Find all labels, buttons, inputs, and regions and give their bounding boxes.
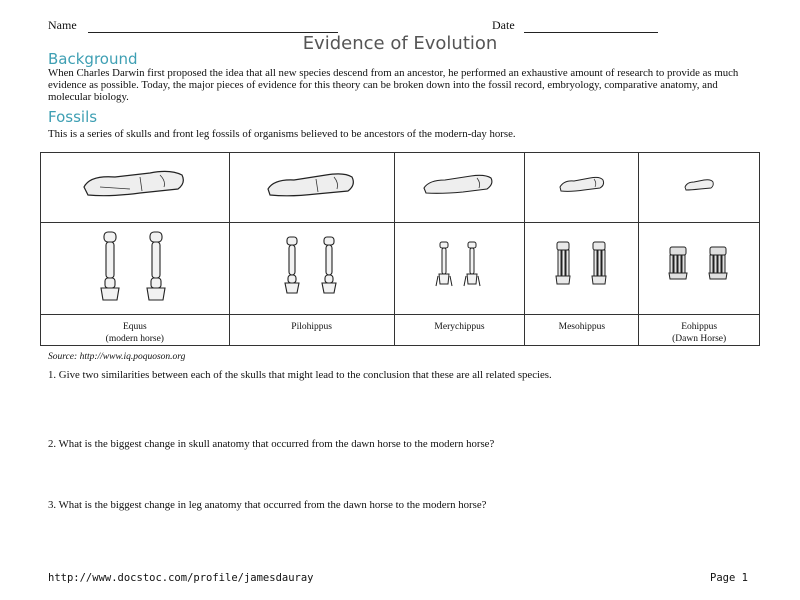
date-field[interactable]: [492, 18, 658, 33]
skull-equus-image: [80, 165, 190, 205]
leg-equus: [41, 223, 230, 315]
skull-eohippus: [639, 153, 760, 223]
skull-eohippus-image: [683, 176, 715, 194]
label-equus: [41, 315, 230, 346]
leg-equus-image: [90, 228, 180, 304]
leg-eohippus-image: [664, 243, 734, 289]
source-note: Source: http://www.iq.poquoson.org: [48, 352, 186, 362]
species-name: Merychippus: [434, 322, 485, 332]
background-text: When Charles Darwin first proposed the idea that all new species descend from an ancestor, he performed an exhaustive amount of research to provide as much evidence as possible. Today, the major pieces of evidence for this theory can be broken down into the fossil record, embryology, comparative anatomy, and molecular biology.: [48, 67, 739, 103]
fossil-table: [40, 152, 760, 346]
skull-pilohippus: [229, 153, 394, 223]
skull-merychippus-image: [421, 170, 497, 200]
skull-mesohippus: [525, 153, 639, 223]
species-note: (modern horse): [105, 334, 164, 344]
footer-url[interactable]: http://www.docstoc.com/profile/jamesdauray: [48, 572, 314, 584]
label-mesohippus: [525, 315, 639, 346]
leg-mesohippus: [525, 223, 639, 315]
page-title: Evidence of Evolution: [302, 33, 498, 54]
leg-merychippus: [394, 223, 525, 315]
leg-pilohippus: [229, 223, 394, 315]
name-label: Name: [48, 18, 77, 32]
label-merychippus: [394, 315, 525, 346]
species-name: Equus: [122, 322, 147, 332]
label-row: [41, 315, 760, 346]
species-name: Pilohippus: [291, 322, 332, 332]
skull-equus: [41, 153, 230, 223]
question-3: 3. What is the biggest change in leg anatomy that occurred from the dawn horse to the modern horse?: [48, 499, 487, 511]
leg-merychippus-image: [429, 238, 489, 294]
leg-mesohippus-image: [549, 238, 615, 294]
label-pilohippus: [229, 315, 394, 346]
skull-mesohippus-image: [558, 173, 606, 197]
fossils-heading: Fossils: [48, 108, 98, 126]
leg-eohippus: [639, 223, 760, 315]
skull-merychippus: [394, 153, 525, 223]
question-2: 2. What is the biggest change in skull anatomy that occurred from the dawn horse to the modern horse?: [48, 438, 495, 450]
leg-pilohippus-image: [272, 233, 352, 299]
label-eohippus: [639, 315, 760, 346]
name-field[interactable]: [48, 18, 338, 33]
species-name: Eohippus: [681, 322, 718, 332]
skull-pilohippus-image: [264, 167, 360, 203]
skull-row: [41, 153, 760, 223]
fossils-intro: This is a series of skulls and front leg fossils of organisms believed to be ancestors of the modern-day horse.: [48, 128, 516, 140]
leg-row: [41, 223, 760, 315]
species-name: Mesohippus: [558, 322, 606, 332]
date-label: Date: [492, 18, 515, 32]
species-note: (Dawn Horse): [672, 334, 727, 344]
page-number: Page 1: [710, 572, 748, 584]
question-1: 1. Give two similarities between each of the skulls that might lead to the conclusion that these are all related species.: [48, 369, 552, 381]
background-heading: Background: [48, 50, 138, 68]
